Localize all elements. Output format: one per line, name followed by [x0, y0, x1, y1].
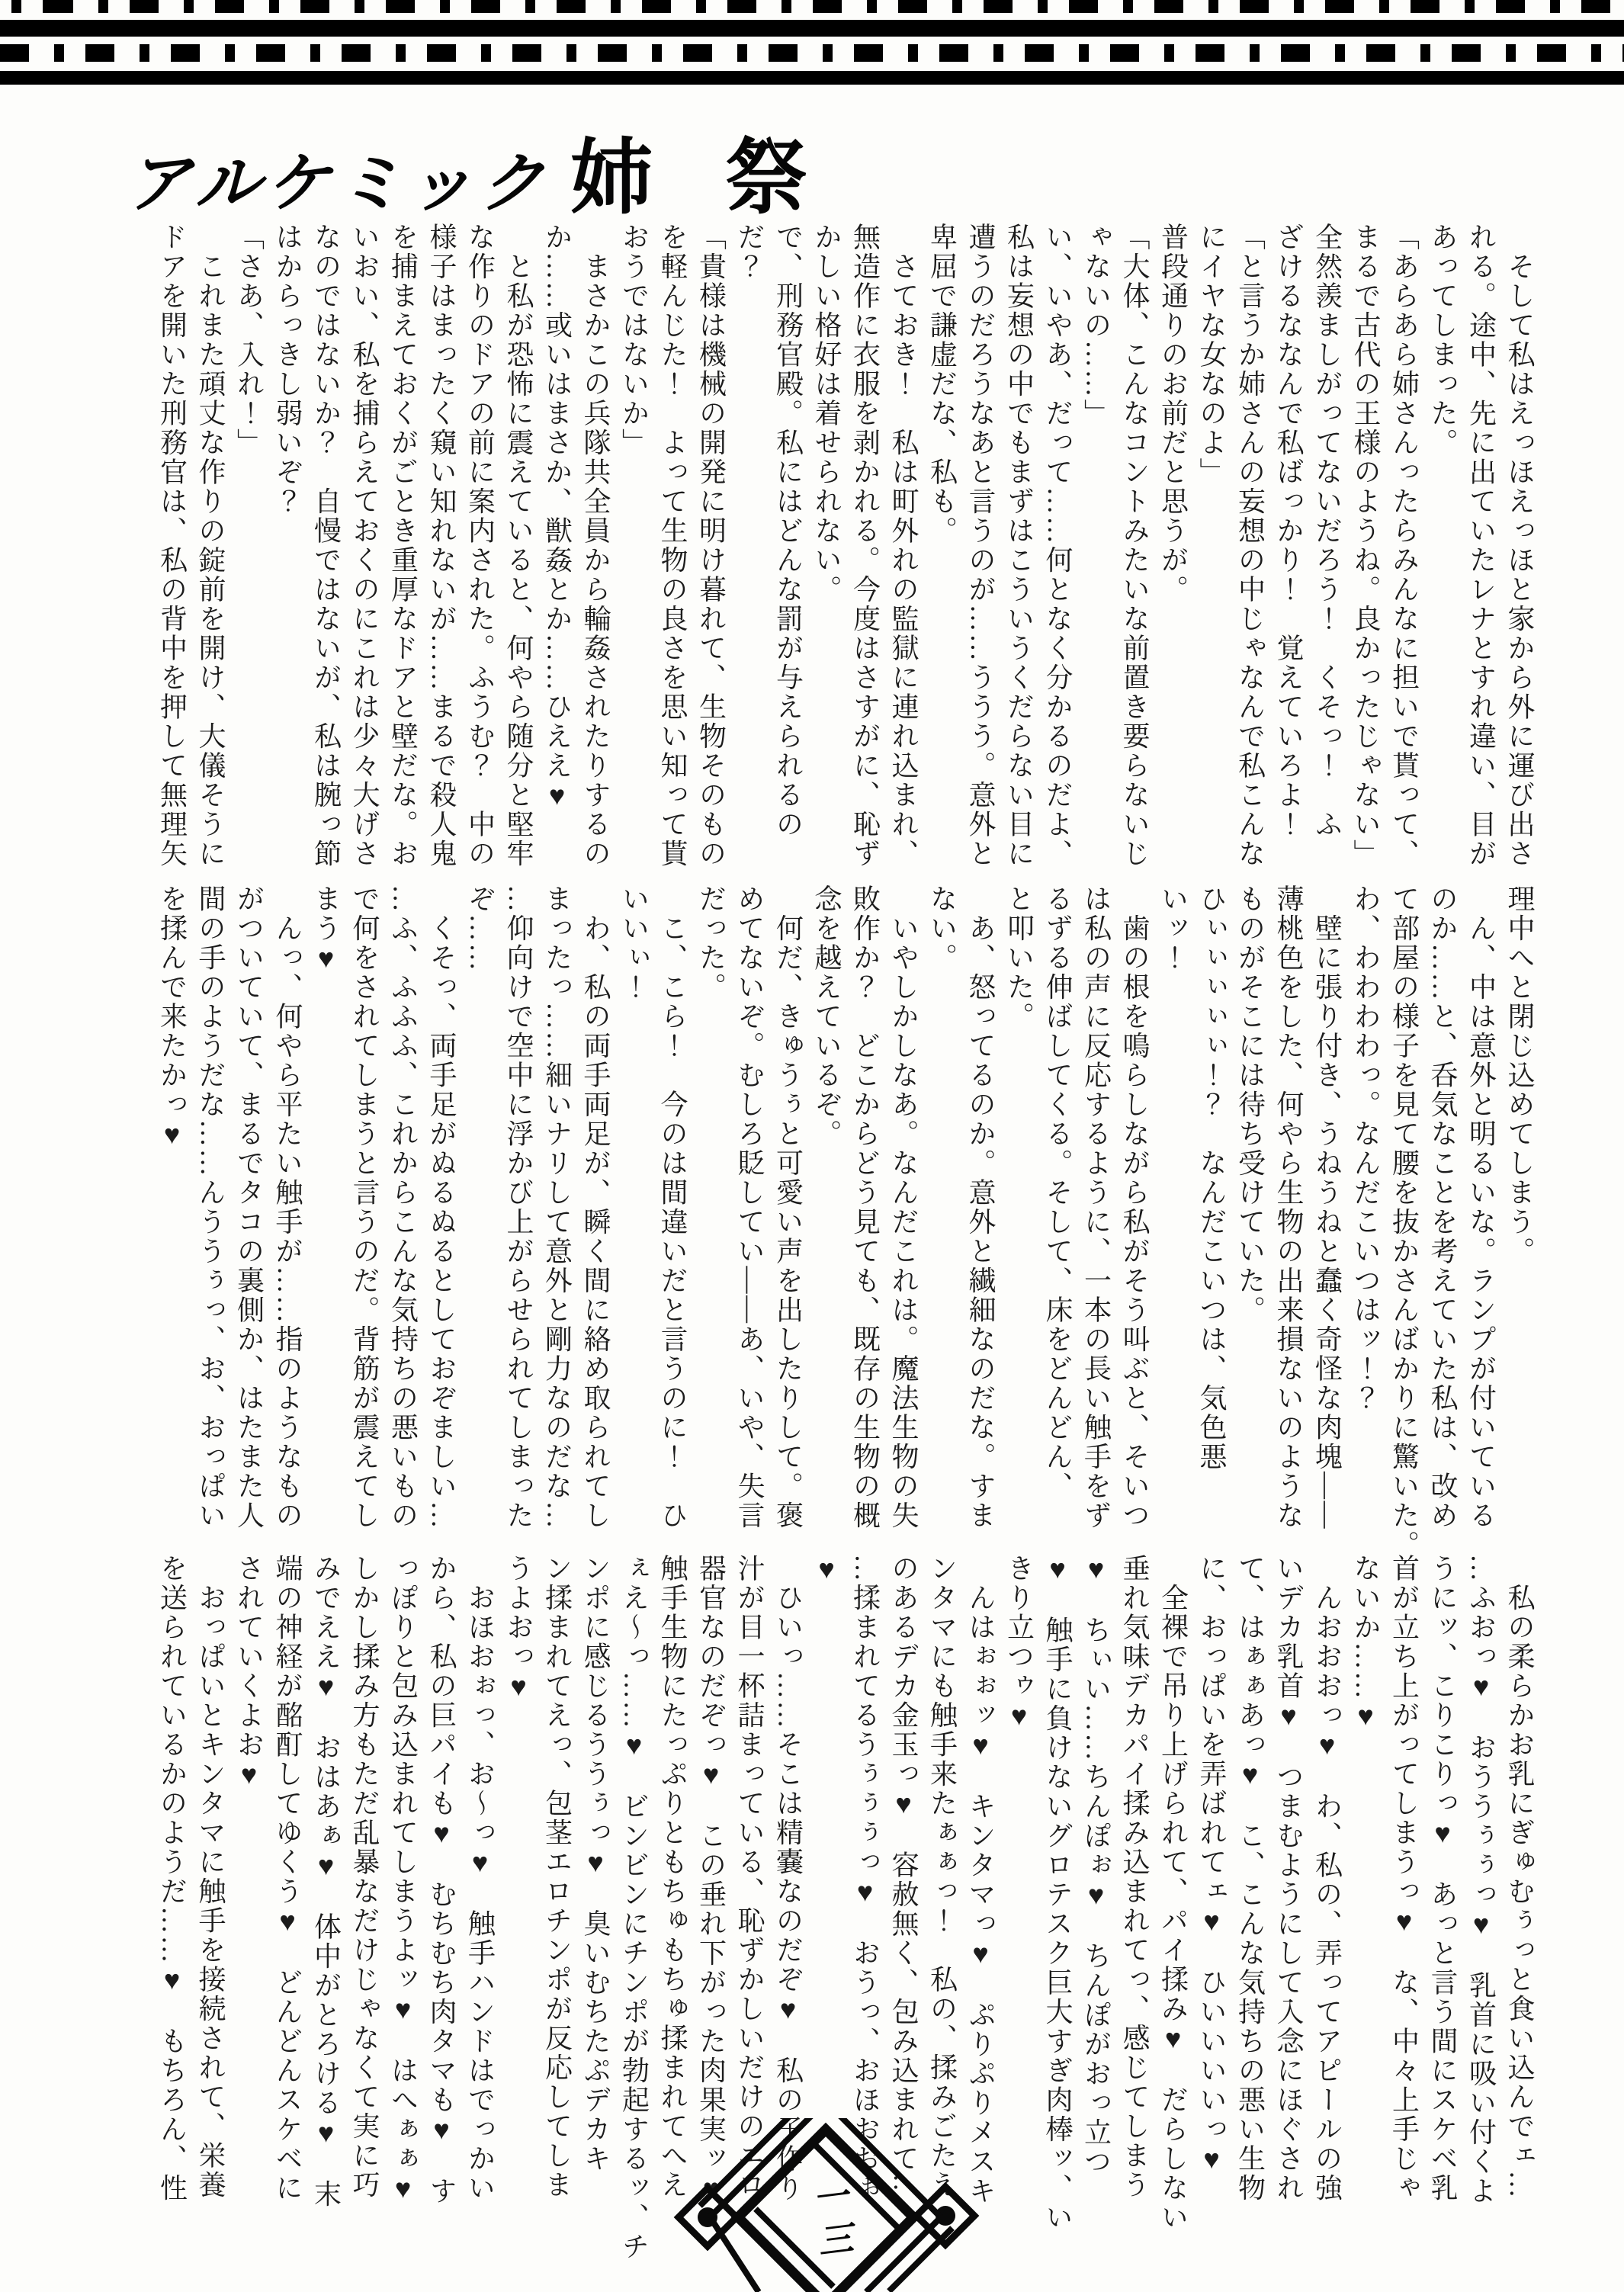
text-column: から、私の巨パイも♥ むちむち肉タマも♥ す	[426, 1554, 457, 2206]
border-block-row	[0, 0, 1624, 13]
text-column: こ、こら！ 今のは間違いだと言うのに！ ひ	[657, 884, 688, 1530]
text-column: ぞ……	[464, 884, 496, 973]
text-column: 間の手のようだな……んううぅっ、お、おっぱい	[195, 884, 226, 1530]
text-band-1	[105, 223, 1539, 878]
text-column: 卑屈で謙虚だな、私も。	[926, 223, 958, 546]
border-block-row	[0, 44, 1624, 62]
text-column: …仰向けで空中に浮かび上がらせられてしまった	[503, 884, 534, 1530]
text-column: あ、怒ってるのか。意外と繊細なのだな。すま	[965, 884, 996, 1530]
text-column: いやしかしなあ。なんだこれは。魔法生物の失	[888, 884, 919, 1530]
text-column: 壁に張り付き、うねうねと蠢く奇怪な肉塊――	[1311, 884, 1343, 1530]
text-column: を送られているかのようだ……♥ もちろん、性	[156, 1554, 188, 2203]
text-column: 汁が目一杯詰まっている、恥ずかしいだけのエロ	[734, 1554, 765, 2200]
text-column: を軽んじた！ よって生物の良さを思い知って貰	[657, 223, 688, 868]
text-column: 首が立ち上がってしまうっ♥ な、中々上手じゃ	[1388, 1554, 1420, 2203]
text-column: 「と言うか姉さんの妄想の中じゃなんで私こんな	[1234, 223, 1266, 868]
text-column: ンポに感じるううぅっ♥ 臭いむちたぷデカキ	[580, 1554, 611, 2174]
text-column: なのではないか？ 自慢ではないが、私は腕っ節	[310, 223, 342, 868]
text-column: そして私はえっほえっほと家から外に運び出さ	[1504, 223, 1535, 868]
text-column: 「貴様は機械の開発に明け暮れて、生物そのもの	[695, 223, 727, 868]
text-column: のか……と、呑気なことを考えていた私は、改め	[1427, 884, 1458, 1530]
text-column: のあるデカ金玉っ♥ 容赦無く、包み込まれて…	[888, 1554, 919, 2203]
title-kanji: 姉 祭	[570, 133, 834, 224]
text-column: はからっきし弱いぞ？	[272, 223, 303, 516]
text-column: にイヤな女なのよ」	[1196, 223, 1227, 487]
text-column: ない。	[926, 884, 958, 973]
text-column: ン揉まれてえっ、包茎エロチンポが反応してしま	[541, 1554, 573, 2200]
text-column: きり立つゥ♥	[1003, 1554, 1035, 1733]
text-column: んおおおっ♥ わ、私の、弄ってアピールの強	[1311, 1554, 1343, 2203]
text-column: ンタマにも触手来たぁぁっ！ 私の、揉みごたえ	[926, 1554, 958, 2200]
text-column: あってしまった。	[1427, 223, 1458, 457]
text-column: 「あらあら姉さんったらみんなに担いで貰って、	[1388, 223, 1420, 868]
text-column: で何をされてしまうと言うのだ。背筋が震えてし	[349, 884, 380, 1530]
text-column: わ、わわわわっ。なんだこいつはッ！？	[1350, 884, 1381, 1413]
text-column: を揉んで来たかっ♥	[156, 884, 188, 1152]
text-column: だった。	[695, 884, 727, 1002]
border-solid-bar	[0, 20, 1624, 37]
text-column: 端の神経が酩酊してゆくう♥ どんどんスケベに	[272, 1554, 303, 2203]
text-column: と叩いた。	[1003, 884, 1035, 1032]
text-column: て部屋の様子を見て腰を抜かさんばかりに驚いた。	[1388, 884, 1420, 1560]
text-column: …揉まれてるうぅぅぅっ♥ おうっ、おほおおぉ	[849, 1554, 881, 2203]
text-column: いおい、私を捕らえておくのにこれは少々大げさ	[349, 223, 380, 868]
page-number: 一三	[806, 2177, 855, 2267]
title-katakana: アルケミック	[126, 147, 551, 220]
text-column: まさかこの兵隊共全員から輪姦されたりするの	[580, 223, 611, 868]
text-column: ないか……♥	[1350, 1554, 1381, 1733]
text-column: まう♥	[310, 884, 342, 976]
text-column: 普段通りのお前だと思うが。	[1157, 223, 1189, 605]
text-column: を捕まえておくがごとき重厚なドアと壁だな。お	[387, 223, 419, 868]
text-column: 垂れ気味デカパイ揉み込まれてっ、感じてしまう	[1119, 1554, 1150, 2200]
text-column: だ？	[734, 223, 765, 281]
text-column: んはぉぉッ♥ キンタマっ♥ ぷりぷりメスキ	[965, 1554, 996, 2206]
text-column: ん、中は意外と明るいな。ランプが付いている	[1465, 884, 1497, 1530]
text-column: うよおっ♥	[503, 1554, 534, 1704]
text-column: と私が恐怖に震えていると、何やら随分と堅牢	[503, 223, 534, 868]
text-column: 様子はまったく窺い知れないが……まるで殺人鬼	[426, 223, 457, 868]
text-column: かしい格好は着せられない。	[811, 223, 842, 605]
top-border-pattern	[0, 0, 1624, 85]
text-column: いいぃ！	[618, 884, 650, 1002]
text-column: は私の声に反応するように、一本の長い触手をず	[1080, 884, 1112, 1530]
text-column: …ふおっ♥ おううぅぅっ♥ 乳首に吸い付くよ	[1465, 1554, 1497, 2206]
text-column: ものがそこには待ち受けていた。	[1234, 884, 1266, 1325]
text-column: おっぱいとキンタマに触手を接続されて、栄養	[195, 1554, 226, 2200]
text-column: 遭うのだろうなあと言うのが……ううう。意外と	[965, 223, 996, 868]
text-column: わ、私の両手両足が、瞬く間に絡め取られてし	[580, 884, 611, 1530]
text-column: に、おっぱいを弄ばれてェ♥ ひいいいいっ♥	[1196, 1554, 1227, 2177]
text-column: 「大体、こんなコントみたいな前置き要らないじ	[1119, 223, 1150, 868]
text-column: さておき！ 私は町外れの監獄に連れ込まれ、	[888, 223, 919, 868]
text-column: うにッ、こりこりっ♥ あっと言う間にスケベ乳	[1427, 1554, 1458, 2203]
text-column: ざけるななんで私ばっかり！ 覚えていろよ！	[1273, 223, 1304, 839]
text-column: 敗作か？ どこからどう見ても、既存の生物の概	[849, 884, 881, 1530]
text-column: 全裸で吊り上げられて、パイ揉み♥ だらしない	[1157, 1554, 1189, 2233]
text-column: ♥ 触手に負けないグロテスク巨大すぎ肉棒ッ、い	[1042, 1554, 1073, 2233]
text-column: 「さあ、入れ！」	[233, 223, 265, 457]
border-solid-bar	[0, 71, 1624, 85]
text-column: されていくよお♥	[233, 1554, 265, 1792]
text-column: るずる伸ばしてくる。そして、床をどんどん、	[1042, 884, 1073, 1501]
text-column: 私は妄想の中でもまずはこういうくだらない目に	[1003, 223, 1035, 868]
text-column: 薄桃色をした、何やら生物の出来損ないのような	[1273, 884, 1304, 1530]
text-column: で、刑務官殿。私にはどんな罰が与えられるの	[772, 223, 804, 839]
text-column: な作りのドアの前に案内された。ふうむ？ 中の	[464, 223, 496, 868]
text-column: まるで古代の王様のようね。良かったじゃない」	[1350, 223, 1381, 868]
text-column: まったっ……細いナリして意外と剛力なのだな…	[541, 884, 573, 1530]
text-column: いデカ乳首♥ つまむようにして入念にほぐされ	[1273, 1554, 1304, 2203]
text-column: いッ！	[1157, 884, 1189, 973]
text-column: くそっ、両手足がぬるぬるとしておぞましい…	[426, 884, 457, 1530]
text-column: ぇえ〜っ……♥ ビンビンにチンポが勃起するッ、チ	[618, 1554, 650, 2262]
text-column: 歯の根を鳴らしながら私がそう叫ぶと、そいつ	[1119, 884, 1150, 1530]
text-column: 念を越えているぞ。	[811, 884, 842, 1149]
text-column: ♥ ちぃい……ちんぽぉ♥ ちんぽがおっ立つ	[1080, 1554, 1112, 2177]
text-band-2	[105, 884, 1539, 1560]
text-column: これまた頑丈な作りの錠前を開け、大儀そうに	[195, 223, 226, 868]
text-column: みでええ♥ おはあぁ♥ 体中がとろける♥ 末	[310, 1554, 342, 2209]
text-column: めてないぞ。むしろ貶してい――あ、いや、失言	[734, 884, 765, 1530]
text-column: 理中へと閉じ込めてしまう。	[1504, 884, 1535, 1266]
text-column: っぽりと包み込まれてしまうよッ♥ はへぁぁ♥	[387, 1554, 419, 2206]
text-column: 器官なのだぞっ♥ この垂れ下がった肉果実ッ♥	[695, 1554, 727, 2206]
page-title	[126, 111, 833, 230]
text-column: ♥	[811, 1554, 842, 1587]
text-column: ドアを開いた刑務官は、私の背中を押して無理矢	[156, 223, 188, 868]
text-column: がついていて、まるでタコの裏側か、はたまた人	[233, 884, 265, 1530]
text-column: …ふ、ふふふ、これからこんな気持ちの悪いもの	[387, 884, 419, 1530]
text-column: ひいっ……そこは精嚢なのだぞ♥ 私の子作り	[772, 1554, 804, 2203]
text-column: ゃないの……」	[1080, 223, 1112, 429]
text-column: おうではないか」	[618, 223, 650, 457]
text-column: 無造作に衣服を剥かれる。今度はさすがに、恥ず	[849, 223, 881, 868]
text-column: か……或いはまさか、獣姦とか……ひええ♥	[541, 223, 573, 813]
text-column: 触手生物にたっぷりともちゅもちゅ揉まれてへえ	[657, 1554, 688, 2200]
text-column: しかし揉み方もただ乱暴なだけじゃなくて実に巧	[349, 1554, 380, 2200]
text-column: て、はぁぁあっ♥ こ、こんな気持ちの悪い生物	[1234, 1554, 1266, 2203]
text-column: れる。途中、先に出ていたレナとすれ違い、目が	[1465, 223, 1497, 868]
text-column: 何だ、きゅうぅと可愛い声を出したりして。褒	[772, 884, 804, 1530]
text-column: ひぃぃぃぃぃ！？ なんだこいつは、気色悪	[1196, 884, 1227, 1472]
text-column: 全然羨ましがってないだろう！ くそっ！ ふ	[1311, 223, 1343, 839]
text-column: 私の柔らかお乳にぎゅむぅっと食い込んでェ…	[1504, 1554, 1535, 2200]
text-column: んっ、何やら平たい触手が……指のようなもの	[272, 884, 303, 1530]
text-column: い、いやあ、だって……何となく分かるのだよ、	[1042, 223, 1073, 868]
text-column: おほおぉっ、お〜っ♥ 触手ハンドはでっかい	[464, 1554, 496, 2203]
